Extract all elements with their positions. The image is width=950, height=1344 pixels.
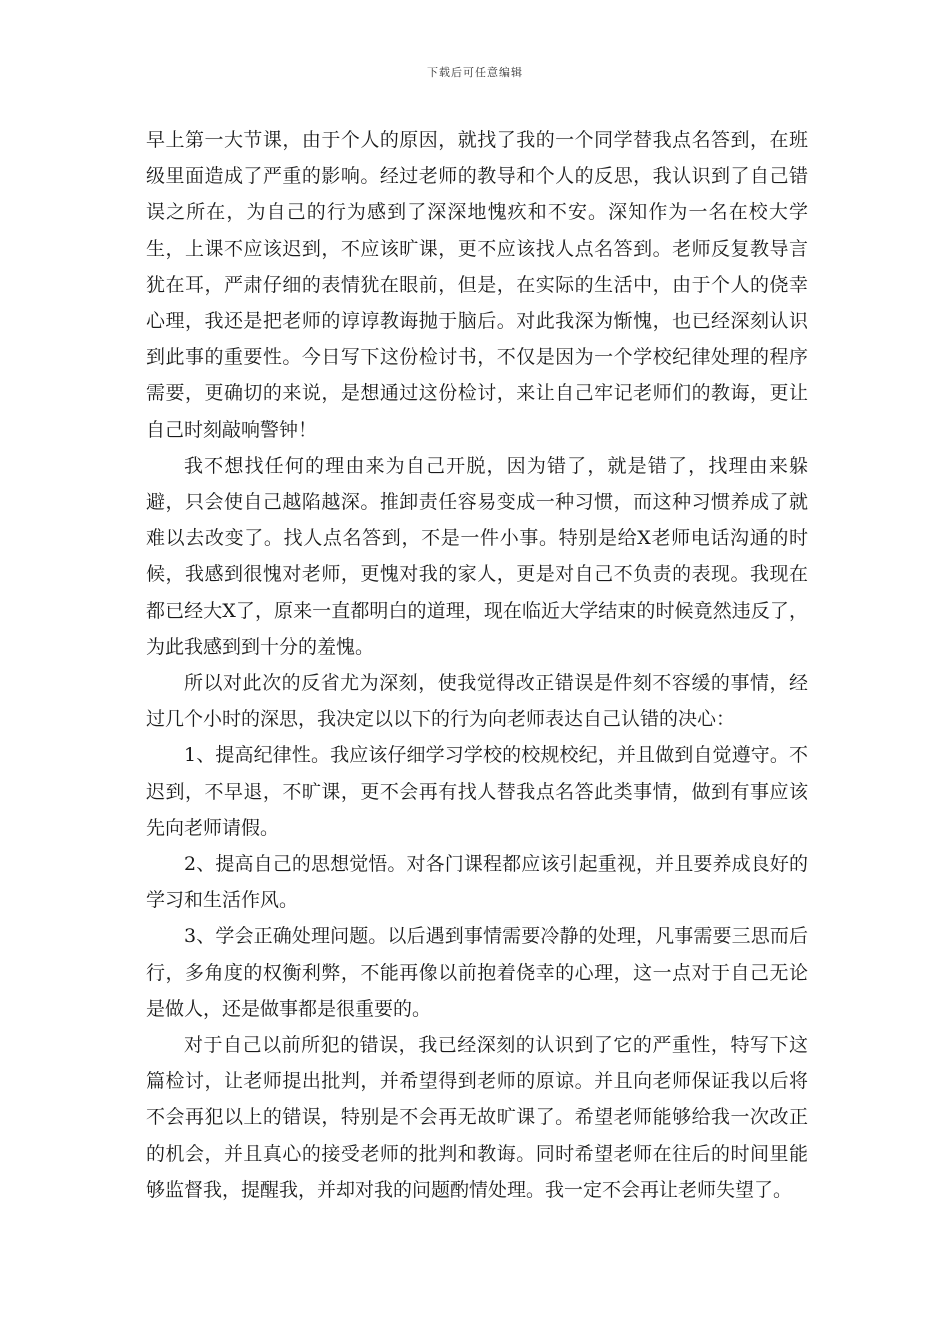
paragraph-2: 我不想找任何的理由来为自己开脱，因为错了，就是错了，找理由来躲避，只会使自己越陷越深。推卸责任容易变成一种习惯，而这种习惯养成了就难以去改变了。找人点名答到，不是一件小事。特别是给X老师电话沟通的时候，我感到很愧对老师，更愧对我的家人，更是对自己不负责的表现。我现在都已经大X了，原来一直都明白的道理，现在临近大学结束的时候竟然违反了，为此我感到到十分的羞愧。 xyxy=(146,454,808,658)
paragraph-1: 早上第一大节课，由于个人的原因，就找了我的一个同学替我点名答到，在班级里面造成了严重的影响。经过老师的教导和个人的反思，我认识到了自己错误之所在，为自己的行为感到了深深地愧疚和不安。深知作为一名在校大学生，上课不应该迟到，不应该旷课，更不应该找人点名答到。老师反复教导言犹在耳，严肃仔细的表情犹在眼前，但是，在实际的生活中，由于个人的侥幸心理，我还是把老师的谆谆教诲抛于脑后。对此我深为惭愧，也已经深刻认识到此事的重要性。今日写下这份检讨书，不仅是因为一个学校纪律处理的程序需要，更确切的来说，是想通过这份检讨，来让自己牢记老师们的教诲，更让自己时刻敲响警钟！ xyxy=(146,129,808,441)
document-body xyxy=(146,122,808,1208)
paragraph-5: 2、提高自己的思想觉悟。对各门课程都应该引起重视，并且要养成良好的学习和生活作风。 xyxy=(146,853,808,912)
page-header: 下载后可任意编辑 xyxy=(427,66,523,79)
paragraph-4: 1、提高纪律性。我应该仔细学习学校的校规校纪，并且做到自觉遵守。不迟到，不早退，不旷课，更不会再有找人替我点名答此类事情，做到有事应该先向老师请假。 xyxy=(146,744,808,839)
paragraph-3: 所以对此次的反省尤为深刻，使我觉得改正错误是件刻不容缓的事情，经过几个小时的深思，我决定以以下的行为向老师表达自己认错的决心： xyxy=(146,672,808,731)
paragraph-7: 对于自己以前所犯的错误，我已经深刻的认识到了它的严重性，特写下这篇检讨，让老师提出批判，并希望得到老师的原谅。并且向老师保证我以后将不会再犯以上的错误，特别是不会再无故旷课了。希望老师能够给我一次改正的机会，并且真心的接受老师的批判和教诲。同时希望老师在往后的时间里能够监督我，提醒我，并却对我的问题酌情处理。我一定不会再让老师失望了。 xyxy=(146,1034,808,1201)
paragraph-6: 3、学会正确处理问题。以后遇到事情需要冷静的处理，凡事需要三思而后行，多角度的权衡利弊，不能再像以前抱着侥幸的心理，这一点对于自己无论是做人，还是做事都是很重要的。 xyxy=(146,925,808,1020)
